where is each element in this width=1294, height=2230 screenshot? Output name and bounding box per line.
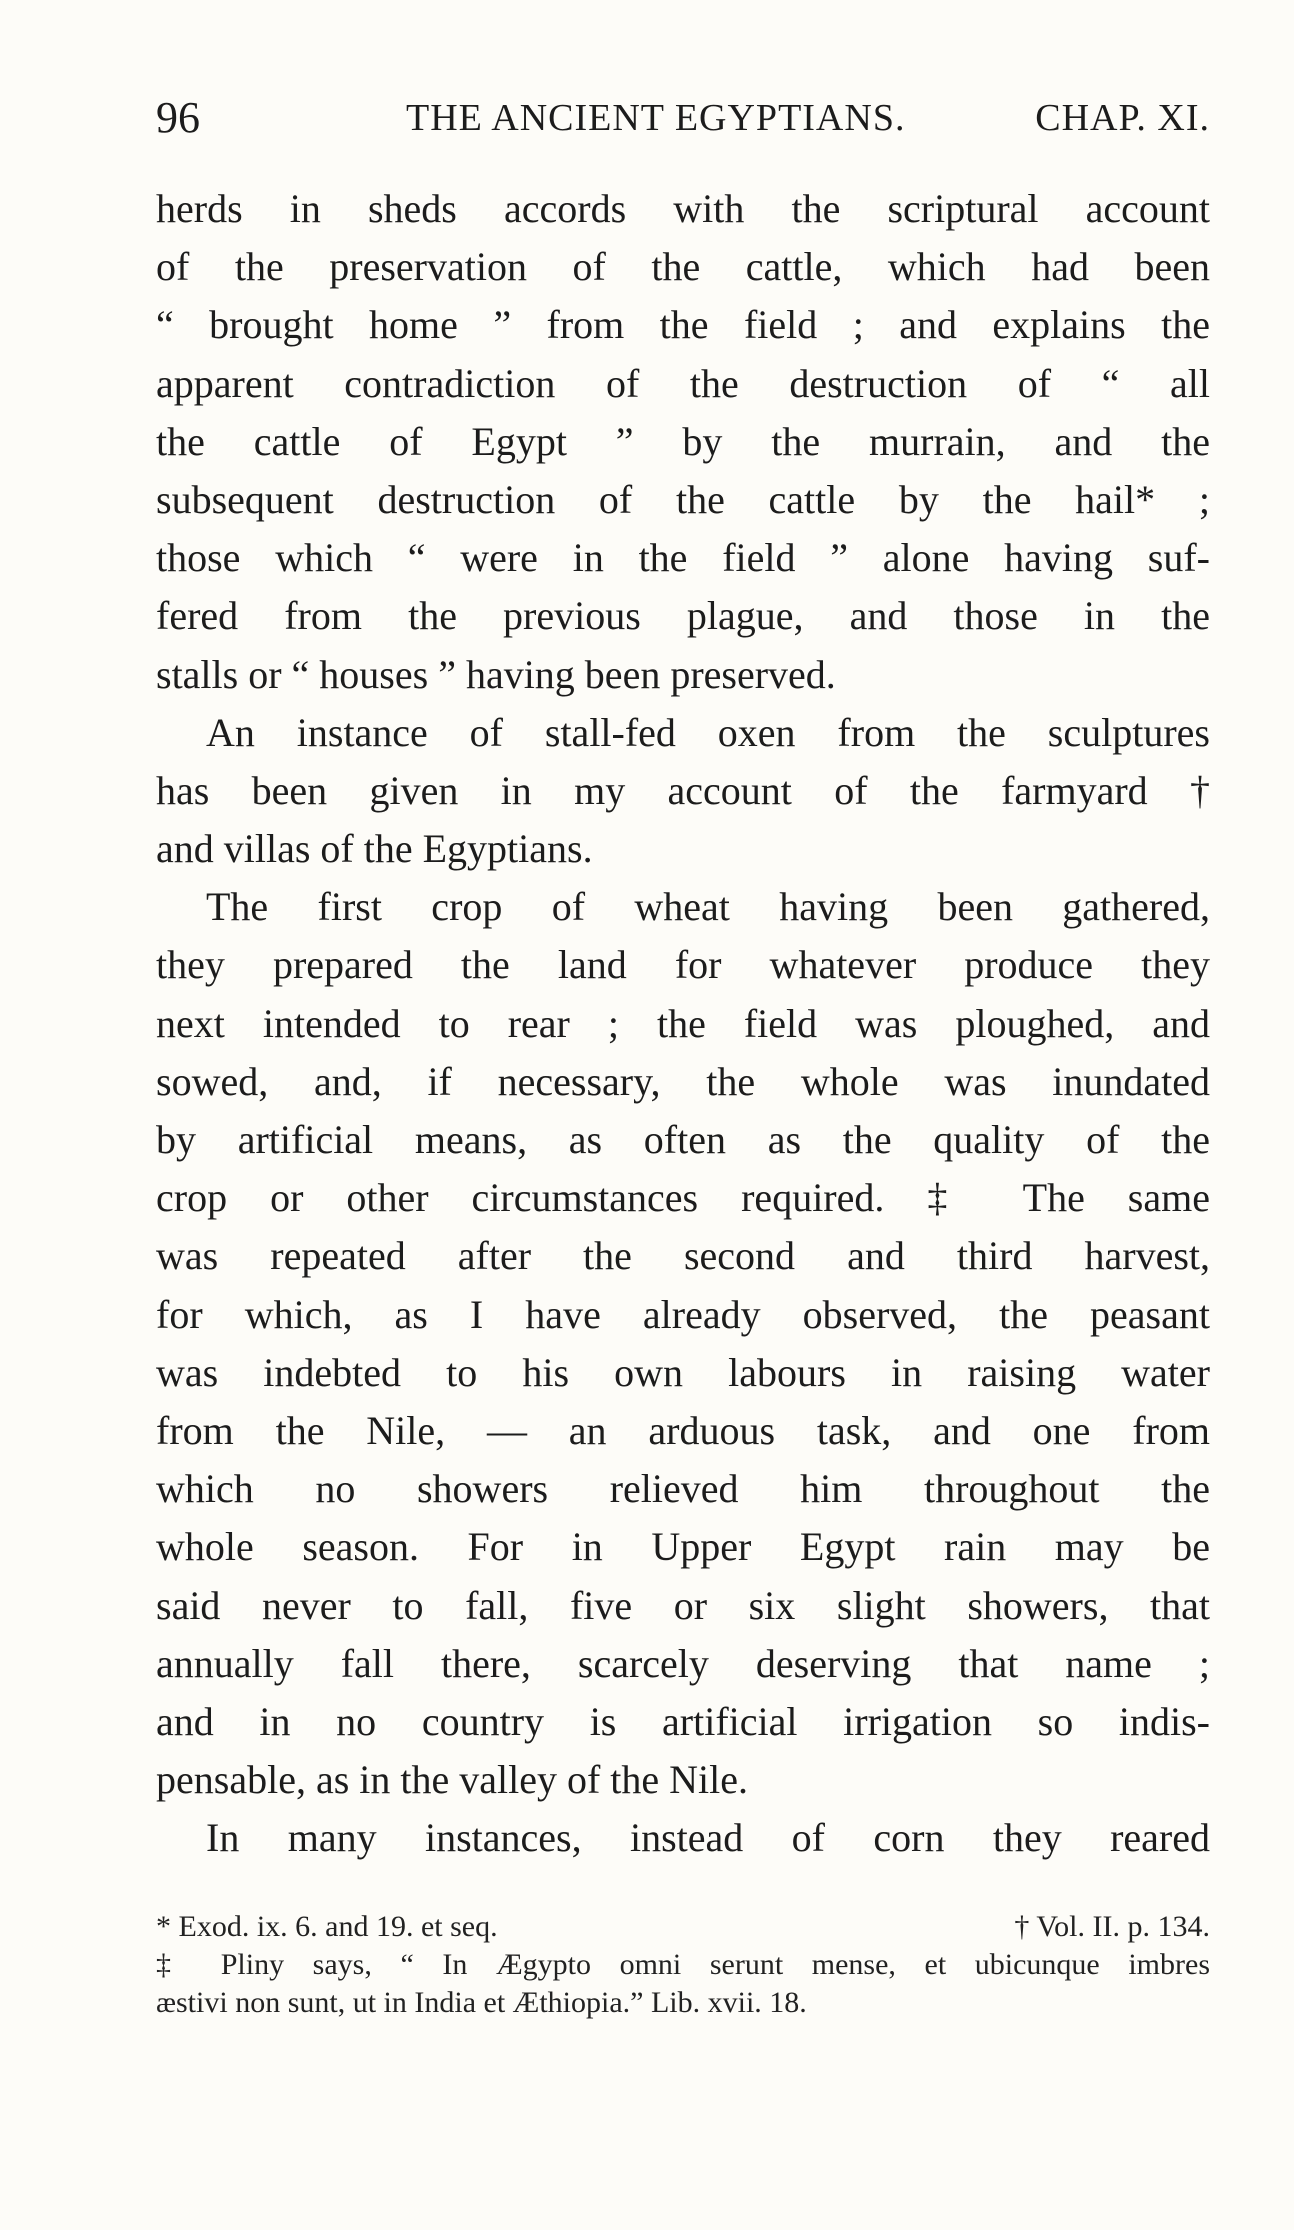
text-line: The first crop of wheat having been gathered, bbox=[206, 884, 1210, 930]
text-line: herds in sheds accords with the scriptural account bbox=[156, 186, 1210, 231]
text-line: An instance of stall-fed oxen from the sculptures bbox=[206, 709, 1210, 755]
text-line: by artificial means, as often as the quality of the bbox=[156, 1117, 1210, 1162]
page-number: 96 bbox=[156, 93, 200, 142]
text-line: was repeated after the second and third harvest, bbox=[156, 1233, 1210, 1279]
footnote-pliny-cont: æstivi non sunt, ut in India et Æthiopia.” Lib. xvii. 18. bbox=[156, 1986, 807, 2019]
text-line: whole season. For in Upper Egypt rain may be bbox=[156, 1524, 1210, 1570]
text-line: the cattle of Egypt ” by the murrain, and the bbox=[156, 418, 1210, 464]
text-line: which no showers relieved him throughout the bbox=[156, 1466, 1210, 1512]
running-title: THE ANCIENT EGYPTIANS. bbox=[406, 97, 906, 139]
footnote-pliny: ‡ Pliny says, “ In Ægypto omni serunt mense, et ubicunque imbres bbox=[156, 1948, 1210, 1981]
text-line: next intended to rear ; the field was ploughed, and bbox=[156, 1000, 1210, 1046]
body-text bbox=[156, 180, 1210, 1867]
text-line: fered from the previous plague, and those in the bbox=[156, 593, 1210, 639]
chapter-label: CHAP. XI. bbox=[1035, 97, 1210, 139]
text-line: has been given in my account of the farmyard † bbox=[156, 767, 1210, 813]
footnote-row bbox=[156, 1908, 1210, 1946]
footnote-exod: * Exod. ix. 6. and 19. et seq. bbox=[156, 1910, 498, 1943]
footnotes bbox=[156, 1908, 1210, 2022]
text-line: and villas of the Egyptians. bbox=[156, 826, 593, 872]
text-line: stalls or “ houses ” having been preserved. bbox=[156, 651, 836, 697]
text-line: pensable, as in the valley of the Nile. bbox=[156, 1757, 749, 1803]
text-line: they prepared the land for whatever produce they bbox=[156, 942, 1210, 988]
footnote-vol: † Vol. II. p. 134. bbox=[1014, 1910, 1210, 1943]
text-line: from the Nile, — an arduous task, and one from bbox=[156, 1407, 1210, 1453]
text-line: those which “ were in the field ” alone having suf- bbox=[156, 535, 1210, 581]
text-line: apparent contradiction of the destruction of “ all bbox=[156, 360, 1210, 406]
text-line: subsequent destruction of the cattle by the hail* ; bbox=[156, 476, 1210, 522]
text-line: “ brought home ” from the field ; and explains the bbox=[156, 302, 1210, 348]
text-line: for which, as I have already observed, the peasant bbox=[156, 1291, 1210, 1337]
text-line: annually fall there, scarcely deserving that name ; bbox=[156, 1640, 1210, 1686]
text-line: was indebted to his own labours in raising water bbox=[156, 1349, 1210, 1395]
text-line: of the preservation of the cattle, which had been bbox=[156, 244, 1210, 290]
text-line: crop or other circumstances required. ‡ The same bbox=[156, 1175, 1210, 1221]
text-line: sowed, and, if necessary, the whole was inundated bbox=[156, 1058, 1210, 1104]
text-line: said never to fall, five or six slight showers, that bbox=[156, 1582, 1210, 1628]
text-line: and in no country is artificial irrigation so indis- bbox=[156, 1698, 1210, 1744]
text-line: In many instances, instead of corn they reared bbox=[206, 1815, 1210, 1861]
